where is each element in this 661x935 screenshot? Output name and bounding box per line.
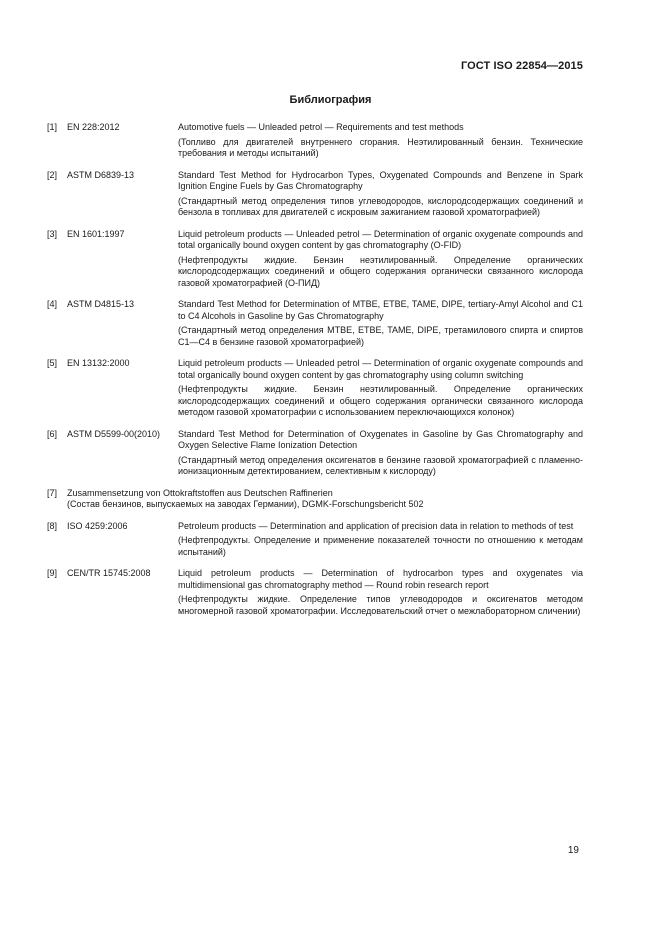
bibliography-entry-5 bbox=[47, 358, 583, 419]
entry-title-en: Automotive fuels — Unleaded petrol — Requirements and test methods bbox=[178, 122, 464, 132]
entry-title-en: Standard Test Method for Determination of MTBE, ETBE, TAME, DIPE, tertiary-Amyl Alcohol and C1 to C4 Alcohols in Gasoline by Gas Chromatography bbox=[178, 299, 583, 321]
document-code: ГОСТ ISO 22854—2015 bbox=[460, 60, 583, 72]
entry-title-en: Petroleum products — Determination and application of precision data in relation to methods of test bbox=[178, 520, 574, 531]
bibliography-entry-6 bbox=[47, 429, 583, 478]
entry-title-ru: (Нефтепродукты. Определение и применение показателей точности по отношению к методам испытаний) bbox=[178, 535, 583, 557]
entry-number: [1] bbox=[47, 122, 58, 132]
entry-number: [4] bbox=[47, 299, 58, 309]
bibliography-entry-2 bbox=[47, 170, 583, 219]
entry-title-ru: (Нефтепродукты жидкие. Бензин неэтилированный. Определение органических кислородсодержащих соединений и общего содержания органически связанного кислорода методом газовой хроматографии с использованием переключающихся колонок) bbox=[178, 384, 583, 417]
entry-code: CEN/TR 15745:2008 bbox=[67, 568, 151, 578]
entry-title-en: Liquid petroleum products — Unleaded petrol — Determination of organic oxygenate compounds and total organically bound oxygen content by gas chromatography (O-FID) bbox=[178, 228, 583, 250]
entry-title-ru: (Топливо для двигателей внутреннего сгорания. Неэтилированный бензин. Технические требования и методы испытаний) bbox=[178, 136, 583, 158]
entry-code: ASTM D4815-13 bbox=[67, 299, 135, 309]
entry-number: [9] bbox=[47, 568, 58, 578]
bibliography-entry-3 bbox=[47, 229, 583, 290]
bibliography-entry-9 bbox=[47, 568, 583, 617]
entry-code: ISO 4259:2006 bbox=[67, 520, 128, 531]
entry-title-en: Liquid petroleum products — Unleaded petrol — Determination of organic oxygenate compounds and total organically bound oxygen content by gas chromatography using column switching bbox=[178, 358, 583, 380]
page-number: 19 bbox=[567, 845, 579, 856]
entry-code: ASTM D6839-13 bbox=[67, 169, 135, 180]
entry-code: EN 228:2012 bbox=[67, 122, 120, 132]
entry-code: EN 1601:1997 bbox=[67, 228, 125, 239]
entry-title-ru: (Нефтепродукты жидкие. Бензин неэтилированный. Определение органических кислородсодержащих соединений и общего содержания органически связанного кислорода газовой хроматографией (О-ПИД) bbox=[178, 254, 583, 288]
entry-number: [2] bbox=[47, 169, 58, 180]
entry-number: [5] bbox=[47, 358, 58, 368]
entry-title-en: Standard Test Method for Hydrocarbon Types, Oxygenated Compounds and Benzene in Spark Ignition Engine Fuels by Gas Chromatography bbox=[178, 169, 583, 191]
entry-code: ASTM D5599-00(2010) bbox=[67, 428, 161, 439]
entry-title-en: Standard Test Method for Determination of Oxygenates in Gasoline by Gas Chromatography and Oxygen Selective Flame Ionization Detection bbox=[178, 428, 583, 450]
entry-title-ru: (Стандартный метод определения MTBE, ETBE, TAME, DIPE, третамилового спирта и спиртов C1—C4 в бензине газовой хроматографией) bbox=[178, 325, 583, 347]
section-title: Библиография bbox=[289, 94, 372, 106]
bibliography-entry-1 bbox=[47, 122, 583, 160]
entry-number: [7] bbox=[47, 487, 58, 498]
bibliography-entry-8 bbox=[47, 521, 583, 559]
bibliography-list bbox=[47, 122, 583, 617]
entry-title-ru: (Нефтепродукты жидкие. Определение типов углеводородов и оксигенатов методом многомерной газовой хроматографии. Исследовательский отчет о межлабораторном сличении) bbox=[178, 594, 583, 616]
entry-code: EN 13132:2000 bbox=[67, 358, 130, 368]
entry-title-de: Zusammensetzung von Ottokraftstoffen aus Deutschen Raffinerien bbox=[67, 487, 333, 498]
entry-number: [3] bbox=[47, 228, 58, 239]
entry-number: [8] bbox=[47, 520, 58, 531]
entry-number: [6] bbox=[47, 428, 58, 439]
entry-title-ru: (Стандартный метод определения типов углеводородов, кислородсодержащих соединений и бензола в топливах для двигателей с искровым зажиганием газовой хроматографией) bbox=[178, 195, 583, 217]
entry-title-en: Liquid petroleum products — Determination of hydrocarbon types and oxygenates via multidimensional gas chromatography method — Round robin research report bbox=[178, 568, 583, 590]
bibliography-entry-4 bbox=[47, 299, 583, 348]
entry-title-ru: (Стандартный метод определения оксигенатов в бензине газовой хроматографией с пламенно-ионизационным детектированием, селективным к кислороду) bbox=[178, 454, 583, 476]
entry-title-ru: (Состав бензинов, выпускаемых на заводах Германии), DGMK-Forschungsbericht 502 bbox=[67, 499, 424, 509]
bibliography-entry-7 bbox=[47, 488, 583, 511]
